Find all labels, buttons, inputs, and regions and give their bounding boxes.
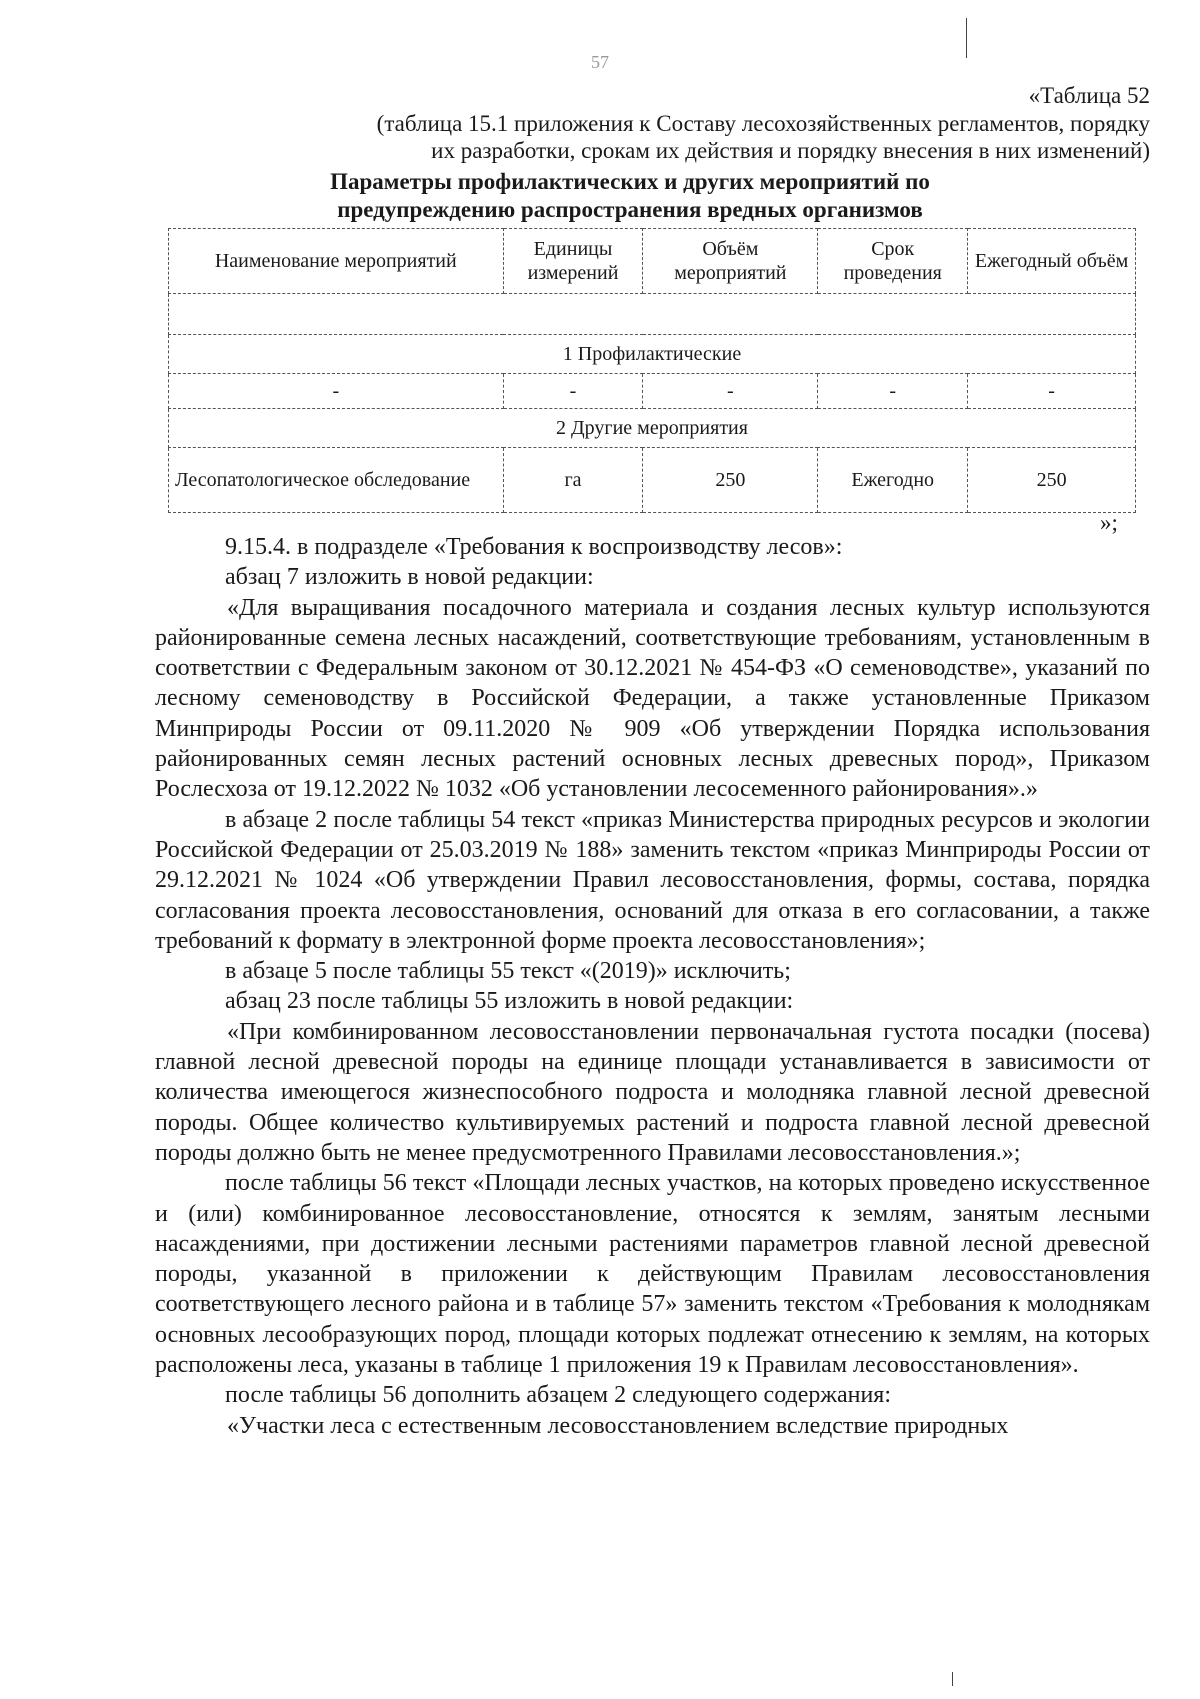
table-cell: Лесопатологическое обследование: [169, 448, 504, 513]
table-cell: га: [503, 448, 643, 513]
table-cell: -: [169, 374, 504, 409]
table-label: «Таблица 52: [1028, 83, 1150, 108]
page-number: 57: [591, 52, 609, 72]
header-cell-units: Единицы измерений: [503, 229, 643, 294]
table-cell: -: [643, 374, 818, 409]
table-row: [169, 448, 1136, 513]
table-row: [169, 374, 1136, 409]
document-body: [155, 532, 1150, 1441]
header-cell-period: Срок проведения: [818, 229, 968, 294]
table-cell: -: [503, 374, 643, 409]
params-table-container: [168, 228, 1136, 513]
table-title: [240, 168, 1020, 224]
paragraph: «Участки леса с естественным лесовосстановлением вследствие природных: [227, 1412, 1009, 1439]
paragraph: после таблицы 56 текст «Площади лесных участков, на которых проведено искусственное и (или) комбинированное лесовосстановление, относятся к землям, занятым лесными насаждениями, при достижении лесными растениями параметров главной лесной древесной породы, указанной в приложении к действующим Правилам лесовосстановления соответствующего лесного района и в таблице 57» заменить текстом «Требования к молоднякам основных лесообразующих пород, площади которых подлежат отнесению к землям, на которых расположены леса, указаны в таблице 1 приложения 19 к Правилам лесовосстановления».: [155, 1170, 1150, 1379]
table-closing-quote: »;: [1100, 510, 1118, 535]
table-source-note-line2: их разработки, срокам их действия и порядку внесения в них изменений): [431, 138, 1150, 163]
params-table: [168, 228, 1136, 513]
table-cell: -: [968, 374, 1136, 409]
table-header-row: [169, 229, 1136, 294]
section-cell-preventive: 1 Профилактические: [169, 335, 1136, 374]
paragraph: в абзаце 5 после таблицы 55 текст «(2019)» исключить;: [225, 958, 791, 985]
paragraph: 9.15.4. в подразделе «Требования к воспроизводству лесов»:: [225, 534, 843, 560]
section-cell-other: 2 Другие мероприятия: [169, 409, 1136, 448]
header-cell-volume: Объём мероприятий: [643, 229, 818, 294]
header-cell-name: Наименование мероприятий: [169, 229, 504, 294]
table-cell: 250: [968, 448, 1136, 513]
table-source-note: [150, 110, 1150, 164]
table-cell: -: [818, 374, 968, 409]
header-cell-annual: Ежегодный объём: [968, 229, 1136, 294]
table-section-row: [169, 409, 1136, 448]
table-cell: Ежегодно: [818, 448, 968, 513]
table-section-row: [169, 335, 1136, 374]
scan-mark-bottom: [952, 1672, 953, 1686]
table-cell: 250: [643, 448, 818, 513]
table-source-note-line1: (таблица 15.1 приложения к Составу лесохозяйственных регламентов, порядку: [376, 111, 1150, 136]
paragraph: «Для выращивания посадочного материала и создания лесных культур используются районированные семена лесных насаждений, соответствующие требованиям, установленным в соответствии с Федеральным законом от 30.12.2021 № 454-ФЗ «О семеноводстве», указаний по лесному семеноводству в Российской Федерации, а также установленные Приказом Минприроды России от 09.11.2020 № 909 «Об утверждении Порядка использования районированных семян лесных растений основных лесных древесных пород», Приказом Рослесхоза от 19.12.2022 № 1032 «Об установлении лесосеменного районирования».»: [155, 594, 1150, 803]
paragraph: в абзаце 2 после таблицы 54 текст «приказ Министерства природных ресурсов и экологии Российской Федерации от 25.03.2019 № 188» заменить текстом «приказ Минприроды России от 29.12.2021 № 1024 «Об утверждении Правил лесовосстановления, формы, состава, порядка согласования проекта лесовосстановления, оснований для отказа в его согласовании, а также требований к формату в электронной форме проекта лесовосстановления»;: [155, 806, 1150, 954]
paragraph: после таблицы 56 дополнить абзацем 2 следующего содержания:: [225, 1382, 892, 1409]
paragraph: «При комбинированном лесовосстановлении первоначальная густота посадки (посева) главной лесной древесной породы на единице площади устанавливается в зависимости от количества имеющегося жизнеспособного подроста и молодняка главной лесной древесной породы. Общее количество культивируемых растений и подроста главной лесной древесной породы должно быть не менее предусмотренного Правилами лесовосстановления.»;: [155, 1018, 1150, 1166]
paragraph: абзац 7 изложить в новой редакции:: [225, 564, 594, 591]
table-row-empty: [169, 294, 1136, 335]
table-title-line2: предупреждению распространения вредных организмов: [337, 197, 923, 222]
empty-cell: [169, 294, 1136, 335]
table-title-line1: Параметры профилактических и других мероприятий по: [330, 169, 930, 194]
paragraph: абзац 23 после таблицы 55 изложить в новой редакции:: [225, 988, 794, 1015]
